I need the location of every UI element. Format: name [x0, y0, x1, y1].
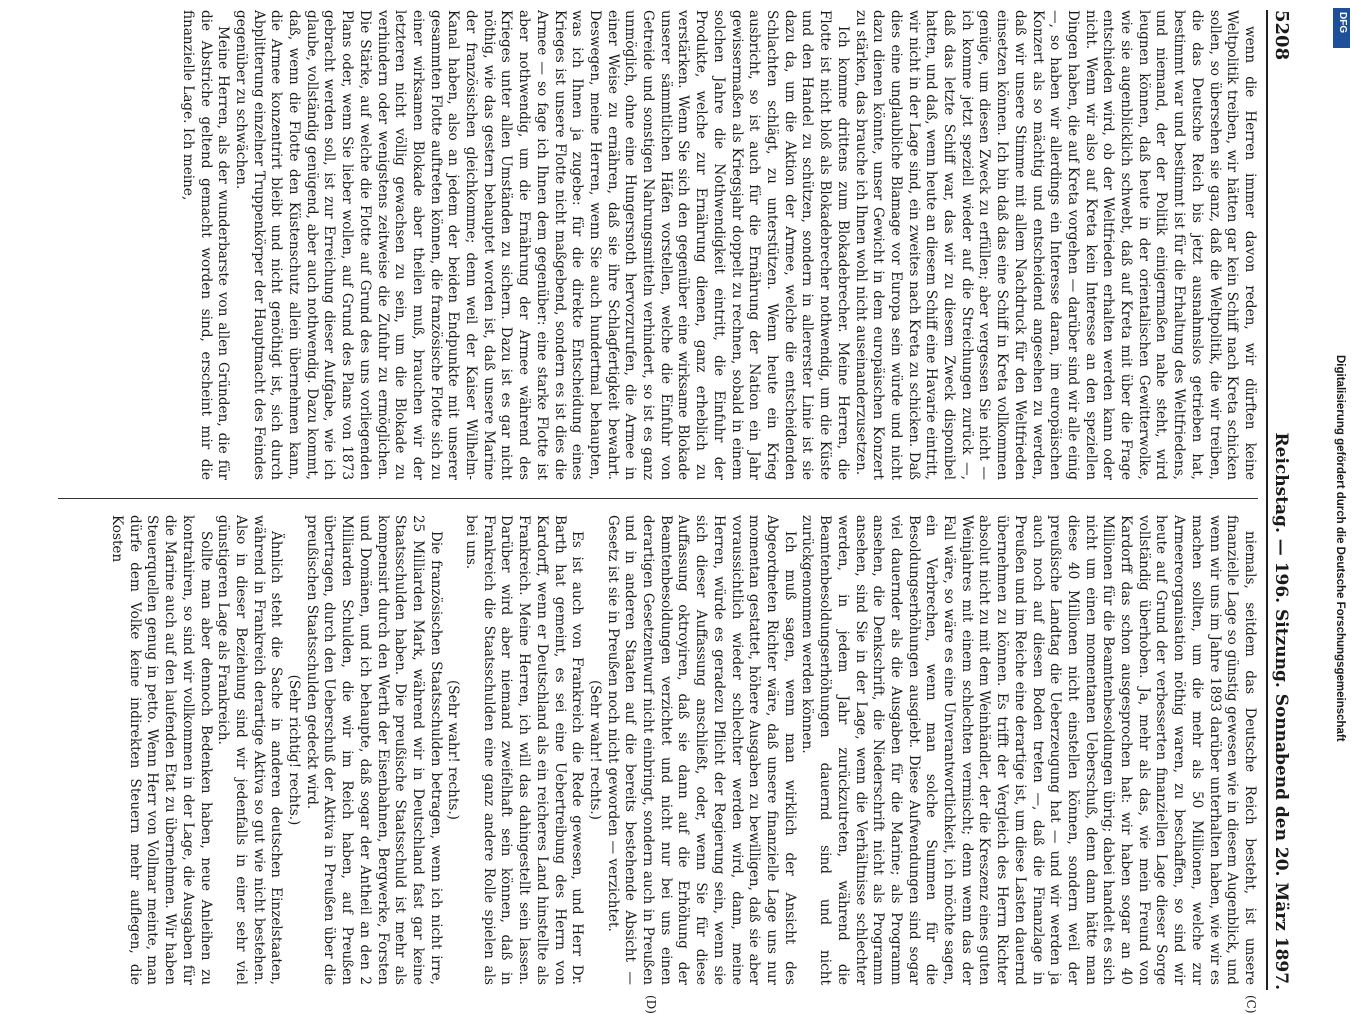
paragraph: Ich muß sagen, wenn man wirklich der Ansicht des Abgeordneten Richter wäre, daß unsere finanzielle Lage uns nur momentan gestattet, höhere Ausgaben zu bewilligen, daß sie aber voraussichtlich wieder schlechter werden wird, dann, meine Herren, würde es geradezu Pflicht der Regierung sein, wenn sie sich dieser Auffassung anschließt, oder, wenn Sie für diese Auffassung oktroyiren, daß sie dann auf die Erhöhung der Beamtenbesoldungen verzichtet und nicht nur bei uns einen derartigen Gesetzentwurf nicht einbringt, sondern auch in Preußen und in anderen Staaten auf die bereits bestehende Absicht — Gesetz ist sie in Preußen noch nicht geworden — verzichtet.	[604, 515, 798, 985]
interjection: (Sehr richtig! rechts.)	[286, 674, 303, 826]
paragraph: Ich komme drittens zum Blokadebrecher. Meine Herren, die Flotte ist nicht bloß als Blokadebrecher nothwendig, um die Küste und den Handel zu schützen, sondern in allererster Linie ist sie dazu da, um die Aktion der Armee, welche die entscheidenden Schlachten schlägt, zu unterstützen. Wenn heute ein Krieg ausbricht, so ist auch für die Ernährung der Nation ein Jahr gewissermaßen als Kriegsjahr doppelt zu rechnen, sobald in einem solchen Jahre die Nothwendigkeit eintritt, die Einfuhr der Produkte, welche zur Ernährung dienen, ganz erheblich zu verstärken. Wenn Sie sich den gegenüber eine wirksame Blokade unserer sämmtlichen Häfen vorstellen, welche die Einfuhr von Getreide und sonstigen Nahrungsmitteln verhindert, so ist es ganz unmöglich, ohne eine Hungersnoth hervorzurufen, die Armee in einer Weise zu ernähren, daß sie ihre Schlagfertigkeit bewahrt. Deswegen, meine Herren, wenn Sie auch hundertmal behaupten, was ich Ihnen ja zugebe: für die direkte Entscheidung eines Krieges ist unsere Flotte nicht maßgebend, sondern es ist dies die Armee — so fage ich Ihnen dem gegenüber: eine starke Flotte ist aber nothwendig, um die Ernährung der Armee während des Krieges unter allen Umständen zu sichern. Dazu ist es gar nicht nöthig, wie das gestern behauptet worden ist, daß unsere Marine der französischen gleichkomme; denn weil der Kaiser Wilhelm-Kanal haben, also an jedem der beiden Endpunkte mit unserer gesammten Flotte auftreten können, die französische Flotte sich zu einer wirksamen Blokade aber theilen muß, brauchen wir der letzteren nicht völlig gewachsen zu sein, um die Blokade zu verhindern oder wenigstens zeitweise die Zufuhr zu ermöglichen. Die Stärke, auf welche die Flotte auf Grund des uns vorliegenden Plans oder, wenn Sie lieber wollen, auf Grund des Plans von 1873 gebracht werden soll, ist zur Erreichung dieser Aufgabe, wie ich glaube, vollständig genügend, aber auch nothwendig. Dazu kommt, daß, wenn die Flotte den Küstenschutz allein übernehmen kann, die Armee konzentrirt bleibt und nicht genöthigt ist, sich durch Abplitterung einzelner Truppenkörper der Hauptmacht des Feindes gegenüber zu schwächen.	[232, 10, 851, 480]
page-number: 5208	[1271, 10, 1292, 61]
paragraph: wenn die Herren immer davon reden, wir dürften keine Weltpolitik treiben, wir hätten gar kein Schiff nach Kreta schicken sollen, so übersehen sie ganz, daß die Weltpolitik, die wir treiben, die das Deutsche Reich bis jetzt ausnahmslos getrieben hat, bestimmt war und bestimmt ist für die Erhaltung des Weltfriedens, und niemand, der der Politik einigermaßen nahe steht, wird leugnen können, daß heute in der orientalischen Gewitterwolke, wie sie augenblicklich schwebt, daß auf Kreta mit über die Frage entschieden wird, ob der Weltfrieden erhalten werden kann oder nicht. Wenn wir also auf Kreta kein Interesse an den speziellen Dingen haben, die auf Kreta vorgehen — darüber sind wir alle einig —, so haben wir allerdings ein Interesse daran, im europäischen Konzert als so mächtig und entscheidend angesehen zu werden, daß wir unsere Stimme mit allem Nachdruck für den Weltfrieden einsetzen können. Ich bin daß das eine Schiff in Kreta vollkommen genüge, um diesen Zweck zu erfüllen; aber vergessen Sie nicht — ich komme jetzt speziell wieder auf die Streichungen zurück —, daß das letzte Schiff war, das wir zu diesem Zweck disponibel hatten, und daß, wenn heute an diesem Schiff eine Havarie eintritt, wir nicht in der Lage sind, ein zweites nach Kreta zu schicken. Daß dies eine unglaubliche Blamage vor Europa sein würde und nicht dazu dienen könnte, unser Gewicht in dem europäischen Konzert zu stärken, das brauche ich Ihnen wohl nicht auseinanderzusetzen.	[852, 10, 1258, 480]
right-column	[58, 515, 1258, 985]
margin-mark-d: (D)	[644, 995, 658, 1014]
paragraph: niemals, seitdem das Deutsche Reich besteht, ist unsere finanzielle Lage so günstig gewesen wie in diesem Augenblick, und wenn wir uns im Jahre 1893 darüber unterhalten haben, wie wir es machen sollten, um die mehr als 50 Millionen, welche zur Armeereorganisation nöthig waren, zu beschaffen, so sind wir heute auf Grund der verbesserten finanziellen Lage dieser Sorge vollständig überhoben. Ja, mehr als das, wie mein Freund von Kardorff das schon ausgesprochen hat: wir haben sogar an 40 Millionen für die Beamtenbesoldungen übrig; dabei handelt es sich nicht um einen momentanen Ueberschuß, denn dann hätte man diese 40 Millionen nicht einstellen können, sondern weil der preußische Landtag die Ueberzeugung hat — und wir werden ja auch noch auf diesen Boden treten —, daß die Finanzlage in Preußen und im Reiche eine derartige ist, um diese Lasten dauernd übernehmen zu können. Es trifft der Vergleich des Herrn Richter absolut nicht zu mit dem Weinhändler, der die Kreszenz eines guten Weinjahres mit einem schlechten vermischt; denn wenn das der Fall wäre, so wäre es eine Unverantwortlichkeit, ich möchte sagen, ein Verbrechen, wenn man solche Summen für die Besoldungserhöhungen ausgiebt. Diese Aufwendungen sind sogar viel dauernder als die Ausgaben für die Marine; als Programm ansehen, die Denkschrift, die Niederschrift nicht als Programm ansehen, sind Sie in der Lage, wenn die Verhältnisse schlechter werden, in jedem Jahr zurückzutreten, während die Beamtenbesoldungserhöhungen dauernd sind und nicht zurückgenommen werden können.	[799, 515, 1258, 985]
page-title: Reichstag. — 196. Sitzung. Sonnabend den 20. März 1897.	[1271, 432, 1291, 990]
credit-text: Digitalisierung gefördert durch die Deutsche Forschungsgemeinschaft	[1334, 355, 1346, 742]
margin-mark-c: (C)	[1244, 995, 1258, 1014]
paragraph: Meine Herren, als der wunderbarste von allen Gründen, die für die Abstriche geltend gemacht worden sind, erscheint mir die finanzielle Lage. Ich meine,	[179, 10, 232, 480]
paragraph: Die französischen Staatsschulden betragen, wenn ich nicht irre, 25 Milliarden Mark, während wir in Deutschland fast gar keine Staatsschulden haben. Die preußische Staatsschuld ist mehr als kompensirt durch den Werth der Eisenbahnen, Bergwerke, Forsten und Domänen, und ich behaupte, daß sogar der Antheil an den 2 Milliarden Schulden, die wir im Reich haben, auf Preußen übertragen, durch den Ueberschuß der Aktiva in Preußen über die preußischen Staatsschulden gedeckt wird.	[303, 515, 444, 985]
page-header	[1266, 10, 1298, 990]
column-divider	[58, 498, 1258, 499]
paragraph: Ähnlich steht die Sache in anderen deutschen Einzelstaaten, während in Frankreich derartige Aktiva so gut wie nicht bestehen. Also in dieser Beziehung sind wir jedenfalls in einer sehr viel günstigeren Lage als Frankreich.	[215, 515, 285, 985]
paragraph: Sollte man aber dennoch Bedenken haben, neue Anleihen zu kontrahiren, so sind wir vollkommen in der Lage, die Ausgaben für die Marine auch auf den laufenden Etat zu übernehmen. Wir haben Steuerquellen genug in petto. Wenn Herr von Vollmar meinte, man dürfe dem Volke keine indirekten Steuern mehr auflegen, die Kosten	[109, 515, 214, 985]
interjection: (Sehr wahr! rechts.)	[445, 680, 462, 820]
interjection: (Sehr wahr! rechts.)	[586, 680, 603, 820]
dfg-logo	[1333, 8, 1350, 48]
dfg-logo-text: DFG	[1337, 12, 1348, 34]
left-column	[58, 10, 1258, 480]
newspaper-page	[40, 10, 1298, 1014]
digitization-credit	[1328, 355, 1348, 955]
paragraph: Es ist auch von Frankreich die Rede gewesen, und Herr Dr. Barth hat gemeint, es sei eine Uebertreibung des Herrn von Kardorff, wenn er Deutschland als ein reicheres Land hinstellte als Frankreich. Meine Herren, ich will das dahingestellt sein lassen. Darüber wird aber niemand zweifelhaft sein können, daß in Frankreich die Staatsschulden eine ganz andere Rolle spielen als bei uns.	[463, 515, 586, 985]
